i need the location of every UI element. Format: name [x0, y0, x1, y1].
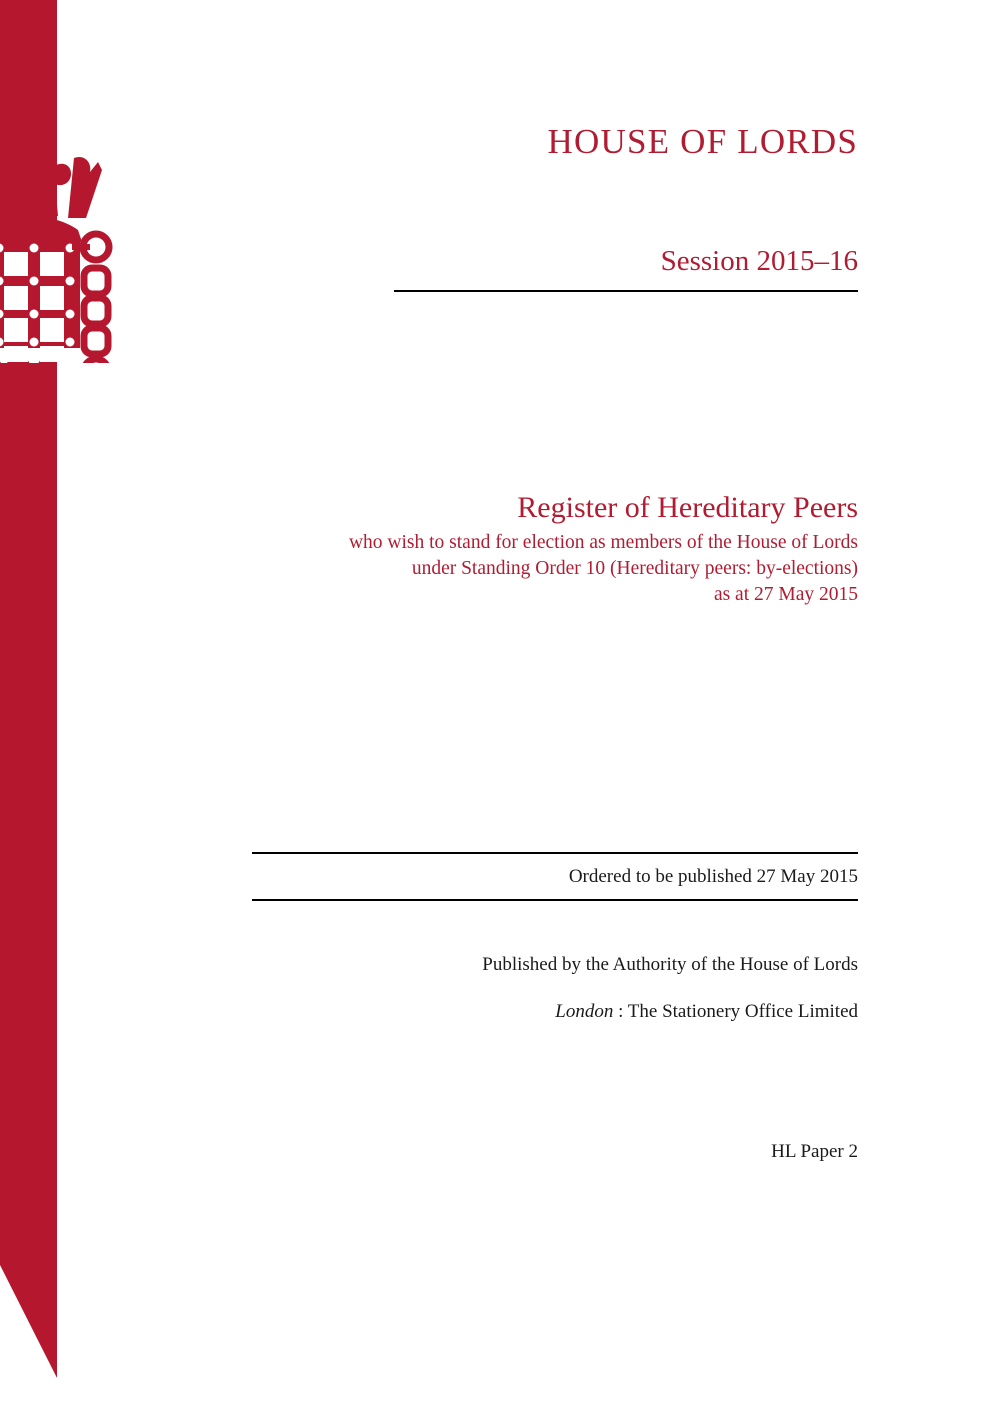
grille-opening: [40, 286, 64, 310]
grille-opening: [4, 318, 28, 342]
document-subtitle-line-2: under Standing Order 10 (Hereditary peers: by-elections): [411, 558, 858, 580]
paper-number: [120, 1141, 858, 1163]
crown-fleuron-centre: [32, 148, 71, 216]
grille-opening: [4, 252, 28, 276]
grille-rivet: [30, 277, 39, 286]
crown-fleuron-right: [68, 157, 102, 218]
grille-opening: [40, 318, 64, 342]
crown-band: [0, 217, 82, 242]
grille-opening: [4, 286, 28, 310]
ordered-text: Ordered to be published 27 May 2015: [568, 866, 858, 887]
document-subtitle-line-1: who wish to stand for election as members of the House of Lords: [348, 532, 858, 554]
page-title: [120, 123, 858, 162]
imprint-publisher-name: : The Stationery Office Limited: [613, 1001, 858, 1022]
imprint-publisher: [120, 1002, 858, 1021]
grille-opening: [40, 252, 64, 276]
house-title-text: HOUSE OF LORDS: [547, 122, 858, 161]
chain-link: [84, 268, 108, 294]
grille-rivet: [30, 244, 39, 253]
title-block: [120, 490, 858, 608]
imprint-authority: Published by the Authority of the House of Lords: [482, 954, 858, 975]
session-text: Session 2015–16: [660, 245, 858, 277]
imprint-block: [120, 955, 858, 1021]
session-block: [120, 246, 858, 292]
document-title: Register of Hereditary Peers: [517, 491, 858, 524]
grille-rivet: [66, 310, 75, 319]
session-divider: [394, 290, 858, 292]
crown-pearl-centre: [43, 189, 57, 203]
grille-rivet: [66, 338, 75, 347]
grille-rivet: [66, 277, 75, 286]
crown-pearl-left: [5, 187, 19, 201]
paper-number-text: HL Paper 2: [771, 1141, 858, 1162]
chain-ring-bottom: [84, 359, 108, 363]
imprint-city: London: [555, 1001, 614, 1022]
ordered-divider-bottom: [252, 899, 858, 901]
chain-link: [84, 298, 108, 324]
house-of-lords-portcullis-crest-icon: [0, 118, 116, 363]
grille-rivet: [30, 338, 39, 347]
chain-link: [84, 328, 108, 354]
ordered-block: [120, 852, 858, 901]
document-subtitle-line-3: as at 27 May 2015: [713, 584, 858, 606]
grille-rivet: [30, 310, 39, 319]
crown-fleuron-left: [0, 151, 28, 214]
